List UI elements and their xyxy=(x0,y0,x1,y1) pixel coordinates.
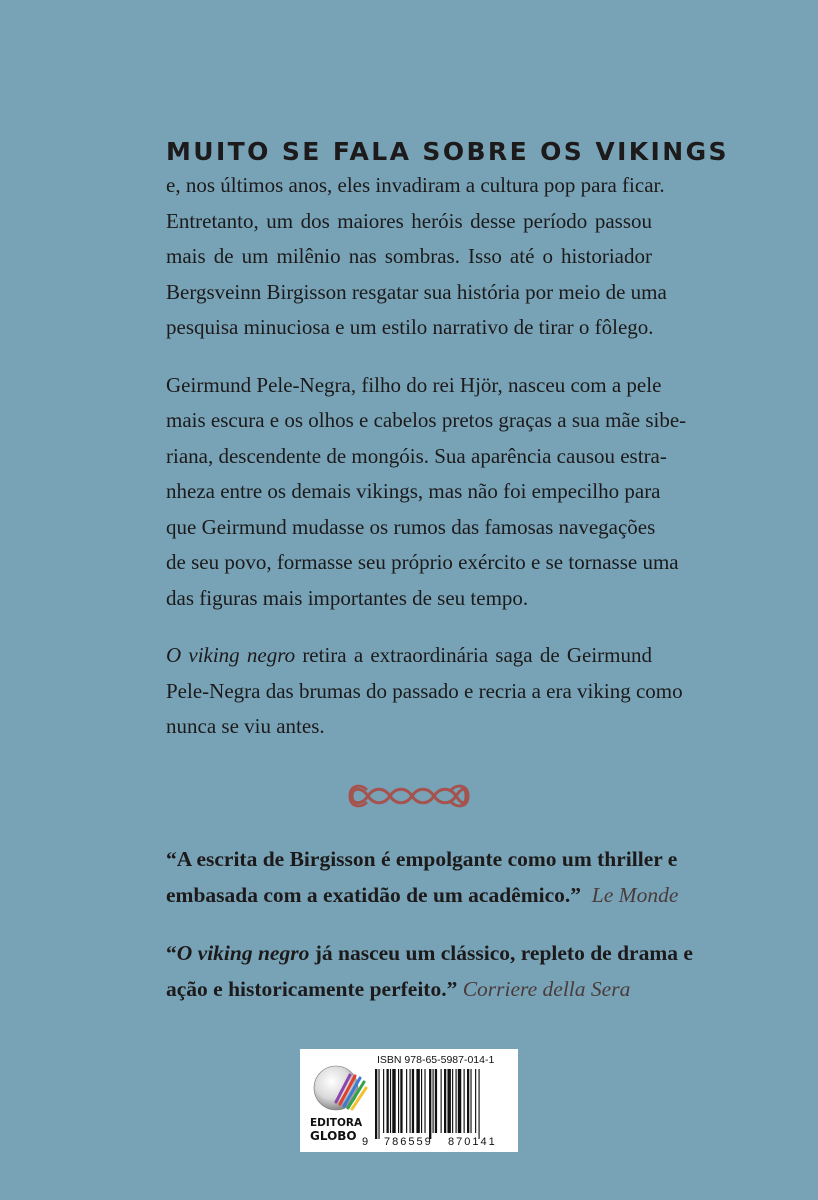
paragraph-line: Pele-Negra das brumas do passado e recria a era viking como xyxy=(166,678,683,703)
barcode-bar xyxy=(444,1069,446,1133)
quote-line-rest: já nasceu um clássico, repleto de drama e xyxy=(309,940,693,965)
barcode-bar xyxy=(433,1069,434,1133)
paragraph-line: que Geirmund mudasse os rumos das famosas navegações xyxy=(166,514,656,539)
barcode-bar xyxy=(456,1069,457,1133)
quote-line: “A escrita de Birgisson é empolgante como um thriller e xyxy=(166,846,678,871)
headline: MUITO SE FALA SOBRE OS VIKINGS xyxy=(166,137,729,166)
paragraph-line: e, nos últimos anos, eles invadiram a cultura pop para ficar. xyxy=(166,173,665,197)
barcode-panel xyxy=(300,1049,518,1152)
quote-line xyxy=(166,971,652,1007)
barcode-bar xyxy=(412,1069,414,1133)
editora-globo-logo-icon xyxy=(308,1062,368,1148)
paragraph-geirmund xyxy=(166,368,687,617)
barcode-bar xyxy=(424,1069,425,1133)
paragraph-line: Entretanto, um dos maiores heróis desse período passou xyxy=(166,208,652,233)
barcode-bar xyxy=(479,1069,480,1139)
paragraph-intro xyxy=(166,168,667,346)
barcode-digit-lead: 9 xyxy=(362,1136,369,1148)
paragraph-line: mais escura e os olhos e cabelos pretos graças a sua mãe sibe- xyxy=(166,408,687,432)
paragraph-line-rest: retira a extraordinária saga de Geirmund xyxy=(295,643,652,667)
paragraph-line: das figuras mais importantes de seu tempo. xyxy=(166,585,529,610)
barcode-bar xyxy=(441,1069,442,1133)
barcode-bar xyxy=(464,1069,465,1133)
quote-source: Corriere della Sera xyxy=(462,976,631,1001)
barcode-bar xyxy=(429,1069,431,1139)
quote-source: Le Monde xyxy=(591,882,679,907)
barcode-bar xyxy=(406,1069,407,1133)
paragraph-line: nunca se viu antes. xyxy=(166,714,325,738)
quote-line-text: ação e historicamente perfeito.” xyxy=(166,976,458,1001)
paragraph-line xyxy=(166,638,652,674)
barcode-bar xyxy=(375,1069,377,1139)
barcode-digits-left: 786559 xyxy=(384,1136,433,1148)
barcode-bar xyxy=(470,1069,471,1133)
book-title-italic: O viking negro xyxy=(176,940,310,965)
paragraph-line: Bergsveinn Birgisson resgatar sua história por meio de uma xyxy=(166,279,667,304)
publisher-name-line1: EDITORA xyxy=(310,1117,363,1129)
paragraph-line: pesquisa minuciosa e um estilo narrativo de tirar o fôlego. xyxy=(166,315,654,339)
quote-open-mark: “ xyxy=(166,940,177,965)
barcode-bar xyxy=(410,1069,411,1133)
paragraph-line: mais de um milênio nas sombras. Isso até o historiador xyxy=(166,244,652,268)
paragraph-line: de seu povo, formasse seu próprio exército e se tornasse uma xyxy=(166,550,679,574)
barcode-bar xyxy=(398,1069,399,1133)
barcode-bar xyxy=(383,1069,384,1133)
quote-le-monde xyxy=(166,841,679,913)
quote-line-text: embasada com a exatidão de um acadêmico.” xyxy=(166,882,582,907)
book-title-italic: O viking negro xyxy=(166,643,296,667)
barcode-bar xyxy=(378,1069,379,1139)
barcode-bar xyxy=(416,1069,419,1133)
paragraph-line: nheza entre os demais vikings, mas não foi empecilho para xyxy=(166,479,661,503)
barcode-bar xyxy=(475,1069,476,1133)
paragraph-summary xyxy=(166,638,683,745)
isbn-label: ISBN 978-65-5987-014-1 xyxy=(377,1054,495,1066)
barcode-bar xyxy=(447,1069,450,1133)
barcode-bars xyxy=(373,1069,513,1139)
barcode-bar xyxy=(435,1069,437,1133)
barcode-bar xyxy=(452,1069,453,1133)
barcode-bar xyxy=(387,1069,389,1133)
barcode-bar xyxy=(400,1069,402,1133)
knot-ornament-icon xyxy=(346,783,472,809)
barcode-bar xyxy=(392,1069,395,1133)
paragraph-line: Geirmund Pele-Negra, filho do rei Hjör, nasceu com a pele xyxy=(166,372,662,397)
paragraph-line: riana, descendente de mongóis. Sua aparência causou estra- xyxy=(166,443,667,468)
barcode-bar xyxy=(458,1069,461,1133)
barcode-bar xyxy=(467,1069,469,1133)
barcode-bar xyxy=(421,1069,422,1133)
quote-corriere xyxy=(166,935,693,1007)
barcode-bar xyxy=(390,1069,391,1133)
back-cover-text xyxy=(166,128,729,1007)
barcode-digits-right: 870141 xyxy=(448,1136,497,1148)
quote-line xyxy=(166,935,693,971)
publisher-name-line2: GLOBO xyxy=(310,1129,357,1143)
quote-line xyxy=(166,877,679,913)
